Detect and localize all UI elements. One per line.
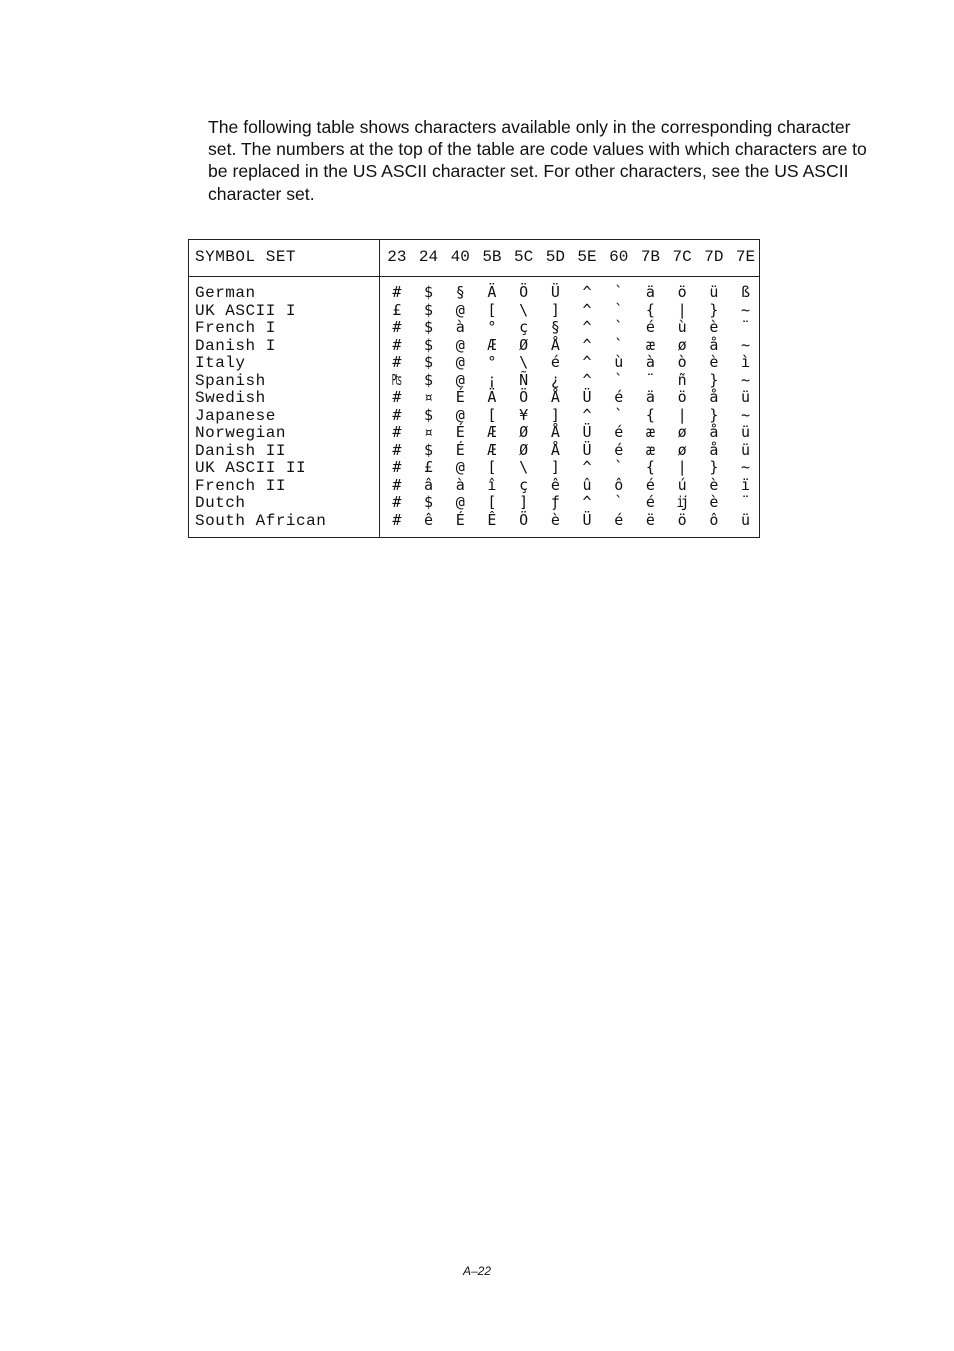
character-cell: @ (455, 300, 465, 319)
character-cell: [ (487, 493, 497, 511)
character-cell: } (709, 300, 719, 319)
symbol-set-name: South African (195, 511, 327, 530)
character-cell: # (392, 405, 402, 424)
character-cell: é (614, 440, 624, 459)
character-cell: ¤ (424, 423, 434, 441)
character-cell: \ (519, 300, 529, 319)
character-cell: É (455, 510, 465, 529)
character-cell: Ö (519, 283, 529, 301)
character-cell: è (709, 318, 719, 336)
page-number: A–22 (462, 1264, 492, 1278)
character-cell: # (392, 318, 402, 336)
character-set-table (188, 239, 760, 538)
character-cell: ~ (741, 335, 751, 354)
symbol-set-name: Norwegian (195, 424, 286, 442)
character-cell: ` (614, 493, 624, 511)
character-cell: $ (424, 353, 434, 371)
character-cell: Å (550, 440, 560, 459)
character-cell: ^ (582, 458, 592, 476)
character-cell: # (392, 440, 402, 459)
character-cell: } (709, 458, 719, 476)
character-cell: $ (424, 440, 434, 459)
character-cell: ¿ (550, 370, 560, 389)
character-cell: # (392, 493, 402, 511)
character-cell: ä (645, 283, 655, 301)
character-cell: ¨ (645, 370, 655, 389)
character-cell: Å (550, 388, 560, 406)
character-cell: ö (677, 510, 687, 529)
character-cell: à (455, 318, 465, 336)
character-cell: ] (550, 458, 560, 476)
character-cell: # (392, 458, 402, 476)
character-cell: @ (455, 493, 465, 511)
character-cell: Ü (582, 388, 592, 406)
character-cell: ` (614, 318, 624, 336)
table-row (189, 442, 759, 460)
character-cell: # (392, 388, 402, 406)
character-cell: é (614, 510, 624, 529)
character-cell: { (645, 300, 655, 319)
character-cell: Ø (519, 335, 529, 354)
character-cell: ` (614, 405, 624, 424)
character-cell: ê (550, 475, 560, 494)
table-row (189, 424, 759, 442)
character-cell: ° (487, 318, 497, 336)
character-cell: ^ (582, 318, 592, 336)
character-cell: î (487, 475, 497, 494)
character-cell: é (614, 423, 624, 441)
character-cell: Ü (550, 283, 560, 301)
character-cell: $ (424, 318, 434, 336)
character-cell: ~ (741, 458, 751, 476)
character-cell: å (709, 335, 719, 354)
character-cell: ^ (582, 405, 592, 424)
character-cell: { (645, 458, 655, 476)
character-cell: ` (614, 458, 624, 476)
character-cell: Ñ (519, 370, 529, 389)
character-cell: ö (677, 283, 687, 301)
character-cell: $ (424, 283, 434, 301)
character-cell: ú (677, 475, 687, 494)
character-cell: Ä (487, 388, 497, 406)
table-row (189, 494, 759, 512)
character-cell: } (709, 370, 719, 389)
character-cell: ` (614, 335, 624, 354)
column-code: 5D (545, 248, 565, 266)
character-cell: # (392, 423, 402, 441)
table-row (189, 512, 759, 530)
character-cell: Ê (487, 510, 497, 529)
table-row (189, 284, 759, 302)
character-cell: ì (741, 353, 751, 371)
character-cell: å (709, 388, 719, 406)
character-cell: å (709, 423, 719, 441)
character-cell: § (455, 283, 465, 301)
table-header-label: SYMBOL SET (195, 248, 297, 266)
character-cell: £ (424, 458, 434, 476)
character-cell: É (455, 423, 465, 441)
symbol-set-name: Dutch (195, 494, 246, 512)
table-row (189, 459, 759, 477)
character-cell: # (392, 475, 402, 494)
character-cell: $ (424, 335, 434, 354)
table-row (189, 477, 759, 495)
character-cell: ¥ (519, 405, 529, 424)
character-cell: ï (741, 475, 751, 494)
character-cell: ~ (741, 405, 751, 424)
character-cell: Ø (519, 423, 529, 441)
character-cell: ^ (582, 283, 592, 301)
character-cell: è (550, 510, 560, 529)
column-code: 7E (735, 248, 756, 266)
character-cell: é (645, 475, 655, 494)
character-cell: ø (677, 423, 687, 441)
character-cell: à (645, 353, 655, 371)
character-cell: ¨ (741, 493, 751, 511)
character-cell: â (424, 475, 434, 494)
symbol-set-name: Spanish (195, 371, 266, 390)
character-cell: é (550, 353, 560, 371)
table-row (189, 354, 759, 372)
character-cell: ° (487, 353, 497, 371)
character-cell: Ü (582, 423, 592, 441)
symbol-set-name: Japanese (195, 406, 276, 425)
symbol-set-name: Swedish (195, 389, 266, 407)
character-cell: @ (455, 405, 465, 424)
column-code: 5E (577, 248, 597, 266)
table-row (189, 319, 759, 337)
table-row (189, 407, 759, 425)
character-cell: | (677, 458, 687, 476)
column-code: 23 (387, 248, 407, 266)
character-cell: ^ (582, 353, 592, 371)
character-cell: ò (677, 353, 687, 371)
symbol-set-name: French II (195, 476, 286, 495)
character-cell: è (709, 353, 719, 371)
character-cell: @ (455, 353, 465, 371)
character-cell: ê (424, 510, 434, 529)
character-cell: ] (550, 405, 560, 424)
character-cell: ~ (741, 370, 751, 389)
character-cell: Ø (519, 440, 529, 459)
table-row (189, 302, 759, 320)
character-cell: Ä (487, 283, 497, 301)
symbol-set-name: German (195, 284, 256, 302)
character-cell: \ (519, 458, 529, 476)
character-cell: ¤ (424, 388, 434, 406)
character-cell: ü (741, 510, 751, 529)
character-cell: [ (487, 405, 497, 424)
character-cell: ` (614, 370, 624, 389)
character-cell: Ü (582, 510, 592, 529)
character-cell: è (709, 493, 719, 511)
character-cell: ü (741, 440, 751, 459)
symbol-set-name: UK ASCII II (195, 459, 307, 477)
table-row (189, 337, 759, 355)
character-cell: ë (645, 510, 655, 529)
intro-paragraph: The following table shows characters available only in the corresponding character set. The numbers at the top of the table are code values with which characters are to be replaced in the US ASCII character set. For other characters, see the US ASCII character set. (208, 117, 867, 204)
character-cell: ü (741, 388, 751, 406)
character-cell: å (709, 440, 719, 459)
character-cell: é (614, 388, 624, 406)
character-cell: ù (614, 353, 624, 371)
character-cell: Æ (487, 440, 497, 459)
character-cell: Ö (519, 510, 529, 529)
character-cell: è (709, 475, 719, 494)
character-cell: é (645, 493, 655, 511)
symbol-set-name: Danish I (195, 336, 276, 355)
character-cell: ô (614, 475, 624, 494)
character-cell: ü (741, 423, 751, 441)
character-cell: ç (519, 475, 529, 494)
character-cell: \ (519, 353, 529, 371)
symbol-set-name: UK ASCII I (195, 301, 297, 320)
table-row (189, 372, 759, 390)
character-cell: Æ (487, 335, 497, 354)
character-cell: # (392, 335, 402, 354)
character-cell: | (677, 300, 687, 319)
character-cell: ü (709, 283, 719, 301)
column-code: 40 (450, 248, 470, 266)
character-cell: ĳ (677, 493, 687, 511)
character-cell: ^ (582, 370, 592, 389)
column-code: 7C (672, 248, 692, 266)
character-cell: | (677, 405, 687, 424)
character-cell: ] (550, 300, 560, 319)
character-cell: ç (519, 318, 529, 336)
character-cell: ` (614, 283, 624, 301)
character-cell: Ü (582, 440, 592, 459)
column-code: 7D (704, 248, 724, 266)
column-code: 5C (514, 248, 534, 266)
column-code: 24 (418, 248, 439, 266)
character-cell: é (645, 318, 655, 336)
character-cell: [ (487, 458, 497, 476)
character-cell: $ (424, 493, 434, 511)
character-cell: ¡ (487, 370, 497, 389)
character-cell: ^ (582, 335, 592, 354)
character-cell: æ (645, 335, 655, 354)
column-code: 5B (482, 248, 502, 266)
symbol-set-name: French I (195, 319, 276, 337)
character-cell: ô (709, 510, 719, 529)
character-cell: { (645, 405, 655, 424)
character-cell: @ (455, 370, 465, 389)
character-cell: à (455, 475, 465, 494)
character-cell: # (392, 510, 402, 529)
character-cell: Æ (487, 423, 497, 441)
character-cell: Å (550, 423, 560, 441)
character-cell: É (455, 388, 465, 406)
character-cell: § (550, 318, 560, 336)
character-cell: É (455, 440, 465, 459)
character-cell: ^ (582, 300, 592, 319)
character-cell: ] (519, 493, 529, 511)
character-cell: ß (741, 283, 751, 301)
character-cell: ~ (741, 300, 751, 319)
character-cell: û (582, 475, 592, 494)
character-cell: ` (614, 300, 624, 319)
character-cell: ø (677, 335, 687, 354)
character-cell: @ (455, 335, 465, 354)
character-cell: ¨ (741, 318, 751, 336)
character-cell: [ (487, 300, 497, 319)
character-cell: @ (455, 458, 465, 476)
character-cell: ^ (582, 493, 592, 511)
character-cell: ø (677, 440, 687, 459)
character-cell: } (709, 405, 719, 424)
character-cell: ö (677, 388, 687, 406)
character-cell: $ (424, 405, 434, 424)
column-code: 7B (640, 248, 661, 266)
character-cell: # (392, 353, 402, 371)
character-cell: ƒ (550, 493, 560, 511)
character-cell: ù (677, 318, 687, 336)
character-cell: ñ (677, 370, 687, 389)
symbol-set-name: Danish II (195, 441, 286, 460)
table-row (189, 389, 759, 407)
symbol-set-name: Italy (195, 354, 246, 372)
character-cell: £ (392, 300, 402, 319)
character-cell: # (392, 283, 402, 301)
table-header-divider (189, 276, 759, 277)
character-cell: æ (645, 440, 655, 459)
character-cell: $ (424, 300, 434, 319)
character-cell: æ (645, 423, 655, 441)
column-code: 60 (609, 248, 629, 266)
character-cell: ä (645, 388, 655, 406)
character-cell: Ö (519, 388, 529, 406)
character-cell: ₧ (392, 370, 402, 389)
character-cell: $ (424, 370, 434, 389)
character-cell: Å (550, 335, 560, 354)
